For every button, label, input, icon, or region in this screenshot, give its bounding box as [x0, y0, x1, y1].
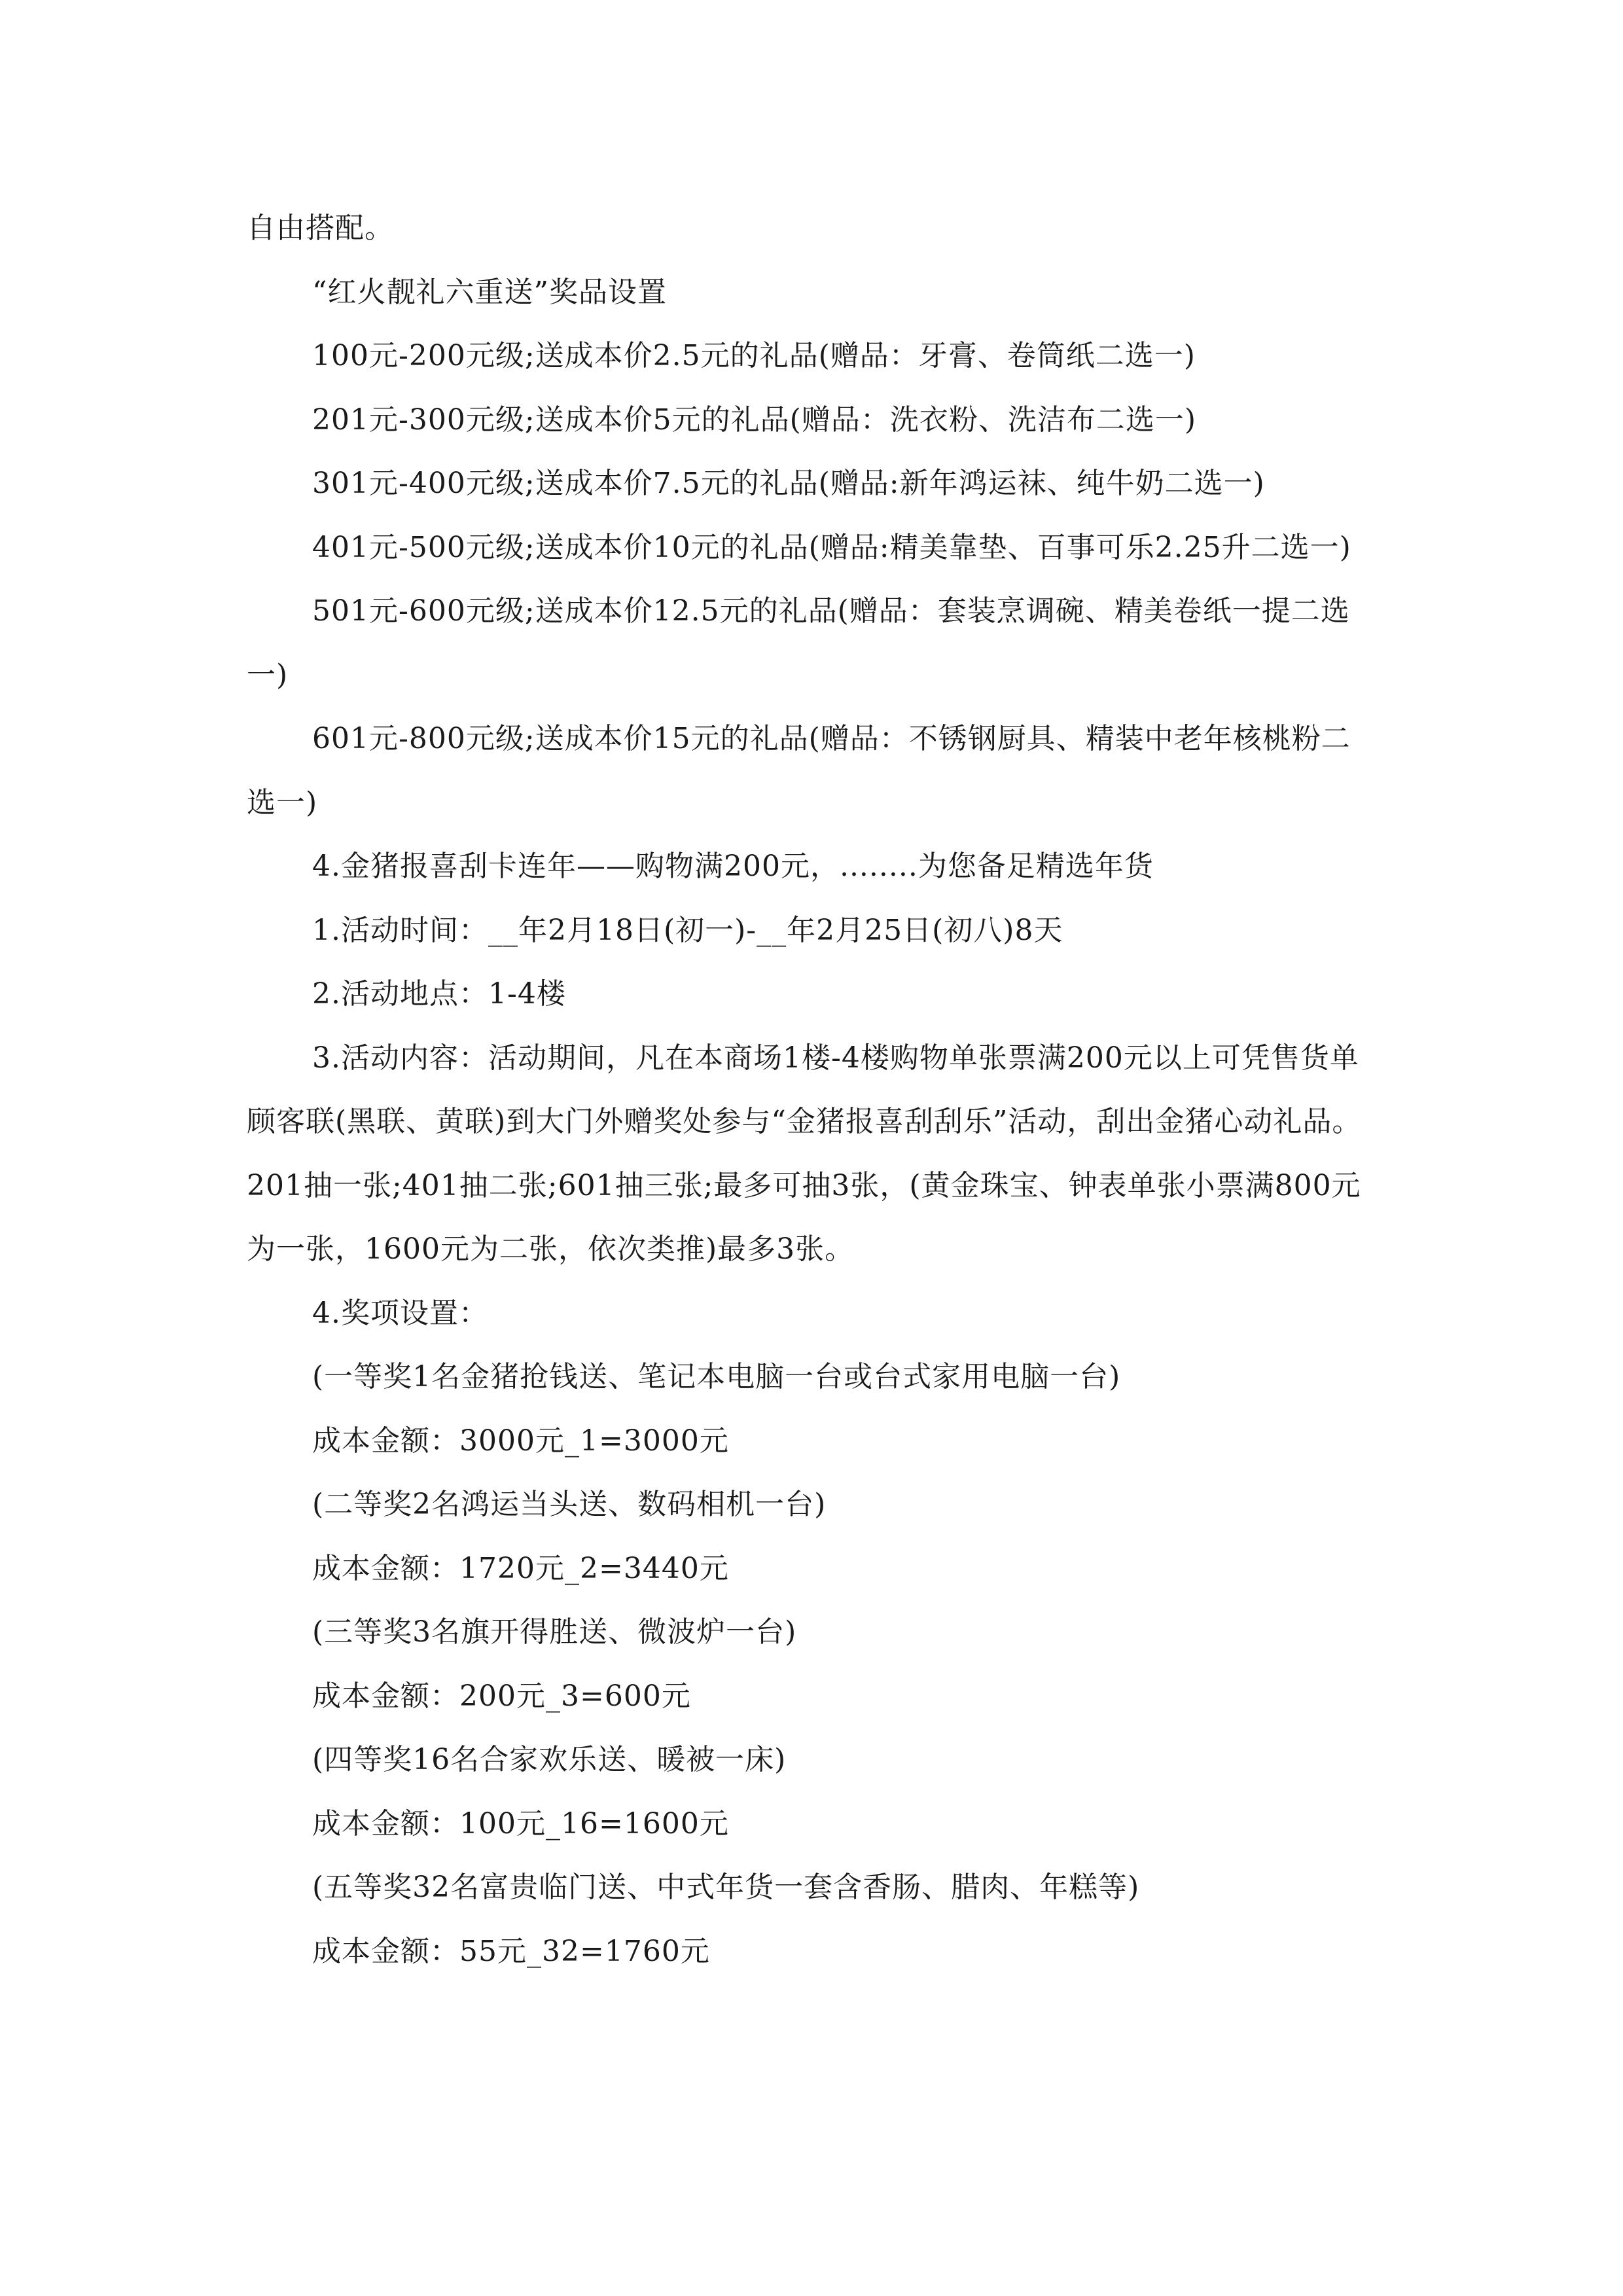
fifth-prize-cost: 成本金额：55元_32=1760元: [312, 1934, 710, 1968]
section-heading-scratch-card: 4.金猪报喜刮卡连年——购物满200元，........为您备足精选年货: [312, 850, 1154, 883]
paragraph-1: 自由搭配。: [247, 211, 394, 245]
third-prize: (三等奖3名旗开得胜送、微波炉一台): [312, 1615, 797, 1649]
gift-tier-601-800: 601元-800元级;送成本价15元的礼品(赠品：不锈钢厨具、精装中老年核桃粉二选一): [247, 722, 1351, 819]
gift-tier-201-300: 201元-300元级;送成本价5元的礼品(赠品：洗衣粉、洗洁布二选一): [312, 403, 1196, 437]
gift-tier-100-200: 100元-200元级;送成本价2.5元的礼品(赠品：牙膏、卷筒纸二选一): [312, 339, 1196, 372]
second-prize: (二等奖2名鸿运当头送、数码相机一台): [312, 1488, 827, 1521]
fourth-prize: (四等奖16名合家欢乐送、暖被一床): [312, 1743, 787, 1776]
second-prize-cost: 成本金额：1720元_2=3440元: [312, 1551, 729, 1585]
first-prize: (一等奖1名金猪抢钱送、笔记本电脑一台或台式家用电脑一台): [312, 1360, 1121, 1393]
gift-tier-301-400: 301元-400元级;送成本价7.5元的礼品(赠品:新年鸿运袜、纯牛奶二选一): [312, 467, 1265, 500]
activity-content: 3.活动内容：活动期间，凡在本商场1楼-4楼购物单张票满200元以上可凭售货单顾客联(黑联、黄联)到大门外赠奖处参与“金猪报喜刮刮乐”活动，刮出金猪心动礼品。201抽一张;401抽二张;601抽三张;最多可抽3张，(黄金珠宝、钟表单张小票满800元为一张，1600元为二张，依次类推)最多3张。: [247, 1041, 1362, 1266]
gift-tier-401-500: 401元-500元级;送成本价10元的礼品(赠品:精美靠垫、百事可乐2.25升二选一): [312, 530, 1351, 564]
third-prize-cost: 成本金额：200元_3=600元: [312, 1679, 691, 1713]
document-body: [247, 196, 1378, 1983]
prize-settings-heading: 4.奖项设置：: [312, 1296, 488, 1330]
gift-tier-501-600: 501元-600元级;送成本价12.5元的礼品(赠品：套装烹调碗、精美卷纸一提二选一): [247, 594, 1350, 692]
fourth-prize-cost: 成本金额：100元_16=1600元: [312, 1806, 729, 1840]
section-heading-prizes: “红火靓礼六重送”奖品设置: [312, 275, 667, 309]
first-prize-cost: 成本金额：3000元_1=3000元: [312, 1424, 729, 1458]
activity-location: 2.活动地点：1-4楼: [312, 977, 566, 1011]
activity-time: 1.活动时间：__年2月18日(初一)-__年2月25日(初八)8天: [312, 913, 1063, 947]
fifth-prize: (五等奖32名富贵临门送、中式年货一套含香肠、腊肉、年糕等): [312, 1871, 1140, 1904]
